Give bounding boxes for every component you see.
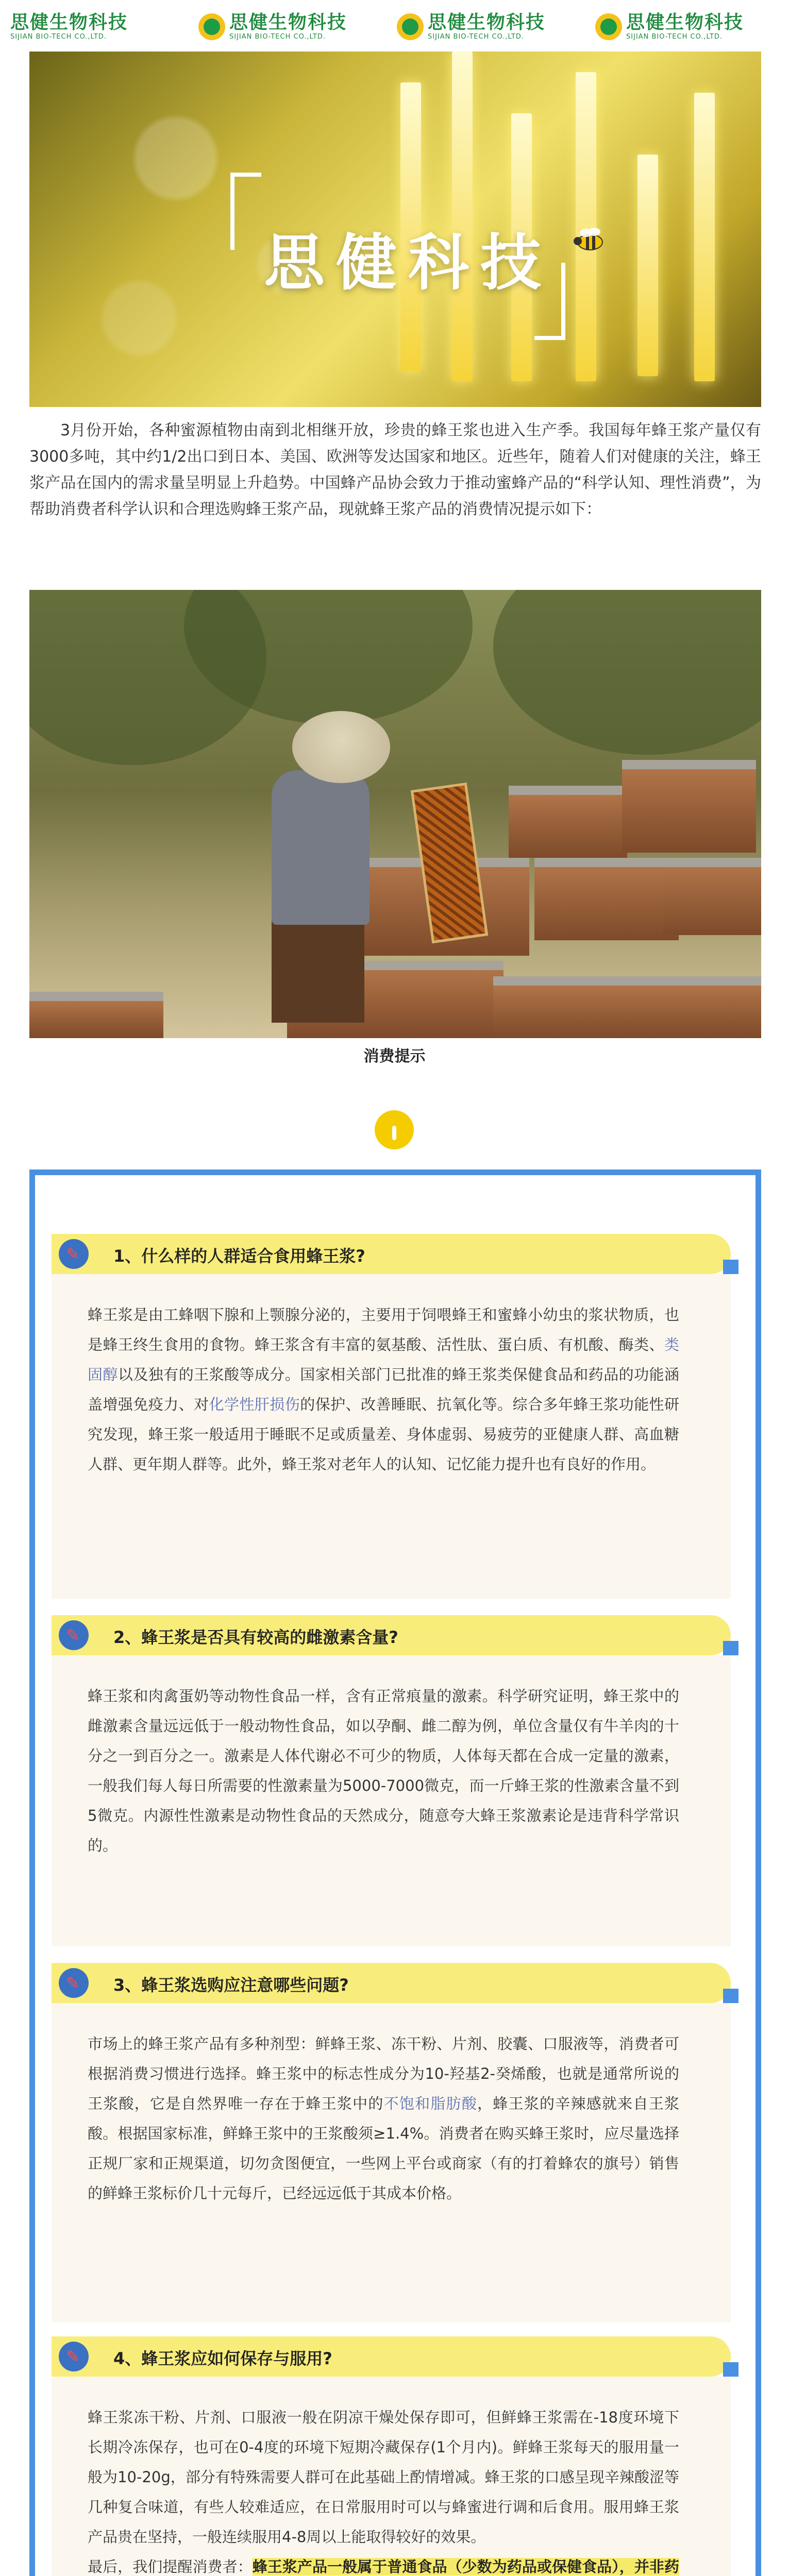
photo-caption: 消费提示 [363, 1047, 426, 1065]
company-logo [198, 11, 347, 42]
logo-mark-icon [595, 13, 622, 40]
title-bracket-left [230, 173, 261, 250]
question-bar [52, 1234, 731, 1274]
logo-mark-icon [397, 13, 424, 40]
logo-en: SIJIAN BIO-TECH CO.,LTD. [428, 33, 525, 41]
beehive-box [534, 858, 679, 940]
answer-block [52, 1274, 731, 1599]
beehive-box [509, 786, 627, 858]
bar-corner [723, 2362, 738, 2377]
reminder-highlight: 蜂王浆产品一般属于普通食品（少数为药品或保健食品），并非药 [88, 2558, 679, 2576]
answer-text: 蜂王浆和肉禽蛋奶等动物性食品一样，含有正常痕量的激素。科学研究证明，蜂王浆中的雌激素含量远远低于一般动物性食品，如以孕酮、雌二醇为例，单位含量仅有牛羊肉的十分之一到百分之一。激素是人体代谢必不可少的物质，人体每天都在合成一定量的激素，一般我们每人每日所需要的性激素量为5000-7000微克，而一斤蜂王浆的性激素含量不到5微克。内源性性激素是动物性食品的天然成分，随意夸大蜂王浆激素论是违背科学常识的。 [88, 1687, 679, 1854]
question-bar [52, 1963, 731, 2003]
question-title: 1、什么样的人群适合食用蜂王浆? [113, 1246, 365, 1266]
reminder-prefix: 最后，我们提醒消费者： [88, 2558, 253, 2575]
beekeeper-hat [292, 711, 390, 783]
answer-block [52, 1655, 731, 1946]
hero-banner [29, 52, 761, 407]
question-bar [52, 2336, 731, 2377]
logo-bar [0, 0, 789, 52]
pushpin-icon: ✎ [59, 1620, 89, 1650]
answer-text: 的保护、改善睡眠、抗氧化等。综合多年蜂王浆功能性研究发现，蜂王浆一般适用于睡眠不足或质量差、身体虚弱、易疲劳的亚健康人群、高血糖人群、更年期人群等。此外，蜂王浆对老年人的认知、记忆能力提升也有良好的作用。 [88, 1396, 679, 1473]
logo-en: SIJIAN BIO-TECH CO.,LTD. [229, 33, 326, 41]
company-logo [595, 11, 744, 42]
beekeeper-legs [272, 920, 364, 1023]
beehive-box [663, 858, 761, 935]
bar-corner [723, 1641, 738, 1655]
intro-paragraph: 3月份开始，各种蜜源植物由南到北相继开放，珍贵的蜂王浆也进入生产季。我国每年蜂王浆产量仅有3000多吨，其中约1/2出口到日本、美国、欧洲等发达国家和地区。近些年，随着人们对健康的关注，蜂王浆产品在国内的需求量呈明显上升趋势。中国蜂产品协会致力于推动蜜蜂产品的“科学认知、理性消费”，为帮助消费者科学认识和合理选购蜂王浆产品，现就蜂王浆产品的消费情况提示如下： [29, 421, 761, 518]
answer-link: 类固醇 [88, 1336, 679, 1383]
pushpin-icon: ✎ [59, 1239, 89, 1269]
logo-en: SIJIAN BIO-TECH CO.,LTD. [10, 33, 107, 41]
beehive-box [29, 992, 163, 1038]
answer-text: ，蜂王浆的辛辣感就来自王浆酸。根据国家标准，鲜蜂王浆中的王浆酸须≥1.4%。消费者在购买蜂王浆时，应尽量选择正规厂家和正规渠道，切勿贪图便宜，一些网上平台或商家（有的打着蜂农的旗号）销售的鲜蜂王浆标价几十元每斤，已经远远低于其成本价格。 [88, 2095, 679, 2202]
tree-foliage [493, 590, 761, 755]
answer-text: 以及独有的王浆酸等成分。国家相关部门已批准的蜂王浆类保健食品和药品的功能涵盖增强免疫力、对 [88, 1366, 679, 1413]
question-title: 2、蜂王浆是否具有较高的雌激素含量? [113, 1628, 398, 1647]
beehive-box [622, 760, 756, 853]
logo-cn: 思健生物科技 [428, 12, 546, 33]
logo-cn: 思健生物科技 [229, 12, 347, 33]
bar-corner [723, 1989, 738, 2003]
bee-icon [570, 227, 607, 252]
bar-corner [723, 1260, 738, 1274]
answer-link: 化学性肝损伤 [209, 1396, 300, 1413]
company-logo [397, 11, 545, 42]
answer-block [52, 2377, 731, 2576]
beehive-box [493, 976, 761, 1038]
answer-text: 市场上的蜂王浆产品有多种剂型：鲜蜂王浆、冻干粉、片剂、胶囊、口服液等，消费者可根据消费习惯进行选择。蜂王浆中的标志性成分为10-羟基2-癸烯酸，也就是通常所说的王浆酸，它是自然界唯一存在于蜂王浆中的 [88, 2035, 679, 2112]
beekeeper-body [272, 770, 370, 925]
beekeeper-photo [29, 590, 761, 1038]
question-title: 3、蜂王浆选购应注意哪些问题? [113, 1975, 349, 1995]
question-bar [52, 1615, 731, 1655]
question-title: 4、蜂王浆应如何保存与服用? [113, 2349, 332, 2368]
logo-cn: 思健生物科技 [10, 12, 128, 33]
logo-mark-icon [198, 13, 225, 40]
logo-cn: 思健生物科技 [626, 12, 744, 33]
answer-text: 蜂王浆是由工蜂咽下腺和上颚腺分泌的，主要用于饲喂蜂王和蜜蜂小幼虫的浆状物质，也是蜂王终生食用的食物。蜂王浆含有丰富的氨基酸、活性肽、蛋白质、有机酸、酶类、 [88, 1306, 679, 1353]
pushpin-icon: ✎ [59, 1968, 89, 1998]
answer-block [52, 2003, 731, 2323]
pushpin-icon: ✎ [59, 2342, 89, 2371]
light-pillar [637, 155, 658, 376]
answer-link: 不饱和脂肪酸 [383, 2095, 478, 2112]
logo-en: SIJIAN BIO-TECH CO.,LTD. [626, 33, 723, 41]
banner-title: 思健科技 [264, 227, 553, 298]
answer-text: 蜂王浆冻干粉、片剂、口服液一般在阴凉干燥处保存即可，但鲜蜂王浆需在-18度环境下长期冷冻保存，也可在0-4度的环境下短期冷藏保存(1个月内)。鲜蜂王浆每天的服用量一般为10-20g，部分有特殊需要人群可在此基础上酌情增减。蜂王浆的口感呈现辛辣酸涩等几种复合味道，有些人较难适应，在日常服用时可以与蜂蜜进行调和后食用。服用蜂王浆产品贵在坚持，一般连续服用4-8周以上能取得较好的效果。 [88, 2409, 679, 2546]
info-dot-icon [375, 1110, 414, 1149]
company-logo [10, 11, 128, 42]
light-pillar [694, 93, 715, 381]
